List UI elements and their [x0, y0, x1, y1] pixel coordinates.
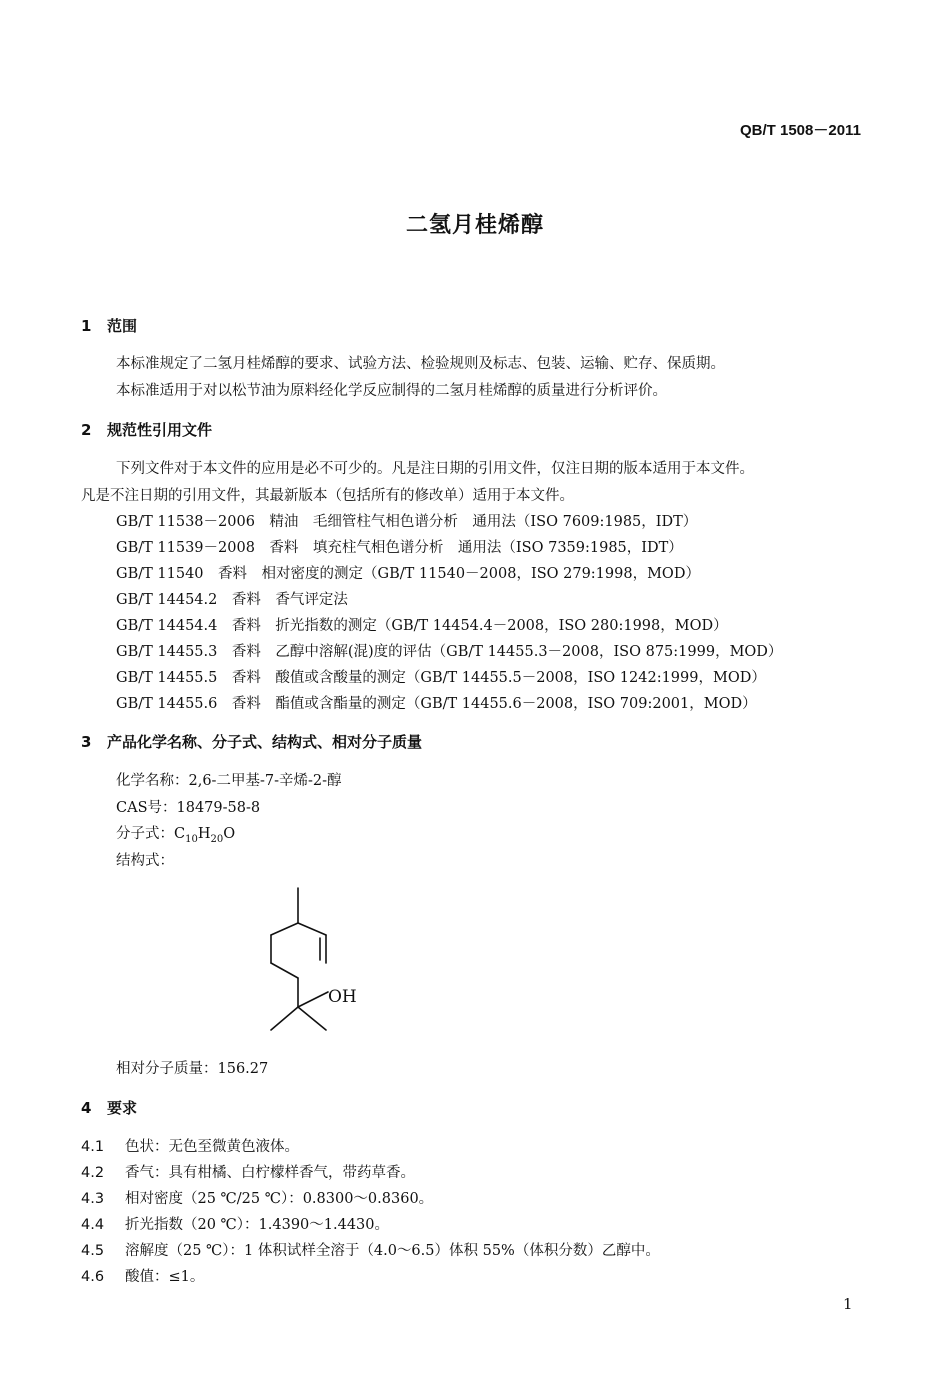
- section-title: 要求: [107, 1099, 138, 1117]
- paragraph: 下列文件对于本文件的应用是必不可少的。凡是注日期的引用文件，仅注日期的版本适用于本文件。: [116, 461, 754, 477]
- requirement-text: 色状：无色至微黄色液体。: [125, 1139, 299, 1155]
- paragraph: 本标准规定了二氢月桂烯醇的要求、试验方法、检验规则及标志、包装、运输、贮存、保质期。: [116, 356, 725, 372]
- section-number: 2: [81, 421, 92, 439]
- bond: [271, 1007, 298, 1030]
- structure-label: 结构式：: [116, 853, 174, 869]
- reference-item: GB/T 14455.3 香料 乙醇中溶解(混)度的评估（GB/T 14455.3－2008，ISO 875:1999，MOD）: [116, 644, 783, 660]
- requirement-number: 4.6: [81, 1269, 105, 1285]
- requirement-number: 4.1: [81, 1139, 105, 1155]
- page-number: 1: [843, 1295, 853, 1313]
- reference-item: GB/T 11538－2006 精油 毛细管柱气相色谱分析 通用法（ISO 7609:1985，IDT）: [116, 514, 698, 530]
- requirement-text: 相对密度（25 ℃/25 ℃）：0.8300～0.8360。: [125, 1191, 434, 1207]
- section-title: 产品化学名称、分子式、结构式、相对分子质量: [107, 733, 423, 751]
- paragraph: 本标准适用于对以松节油为原料经化学反应制得的二氢月桂烯醇的质量进行分析评价。: [116, 383, 667, 399]
- requirement-text: 酸值：≤1。: [125, 1269, 205, 1285]
- section-number: 4: [81, 1099, 92, 1117]
- molecular-formula: [116, 822, 235, 845]
- reference-item: GB/T 14454.4 香料 折光指数的测定（GB/T 14454.4－2008，ISO 280:1998，MOD）: [116, 618, 728, 634]
- cas-number: CAS号：18479-58-8: [116, 800, 261, 816]
- chemical-name: 化学名称：2,6-二甲基-7-辛烯-2-醇: [116, 773, 342, 789]
- requirement-item: [81, 1213, 389, 1234]
- formula-prefix: 分子式：C: [116, 826, 186, 842]
- reference-item: GB/T 14454.2 香料 香气评定法: [116, 592, 348, 608]
- bond: [298, 923, 326, 935]
- paragraph: 凡是不注日期的引用文件，其最新版本（包括所有的修改单）适用于本文件。: [81, 488, 574, 504]
- requirement-number: 4.3: [81, 1191, 105, 1207]
- section-1-heading: [81, 315, 137, 336]
- bond: [271, 963, 298, 978]
- requirement-item: [81, 1239, 660, 1260]
- section-number: 3: [81, 733, 92, 751]
- bond: [298, 1007, 326, 1030]
- requirement-number: 4.4: [81, 1217, 105, 1233]
- reference-item: GB/T 14455.5 香料 酸值或含酸量的测定（GB/T 14455.5－2008，ISO 1242:1999，MOD）: [116, 670, 766, 686]
- document-title: 二氢月桂烯醇: [405, 213, 544, 238]
- requirement-text: 溶解度（25 ℃）：1 体积试样全溶于（4.0～6.5）体积 55%（体积分数）乙醇中。: [125, 1243, 660, 1259]
- formula-subscript: 20: [210, 833, 224, 845]
- requirement-number: 4.2: [81, 1165, 105, 1181]
- requirement-item: [81, 1187, 433, 1208]
- reference-item: GB/T 11540 香料 相对密度的测定（GB/T 11540－2008，ISO 279:1998，MOD）: [116, 566, 700, 582]
- requirement-text: 折光指数（20 ℃）：1.4390～1.4430。: [125, 1217, 390, 1233]
- section-4-heading: [81, 1097, 137, 1118]
- molar-mass: 相对分子质量：156.27: [116, 1061, 269, 1077]
- requirement-item: [81, 1135, 299, 1156]
- formula-subscript: 10: [185, 833, 198, 845]
- requirement-text: 香气：具有柑橘、白柠檬样香气，带药草香。: [125, 1165, 415, 1181]
- requirement-item: [81, 1265, 204, 1286]
- bond: [271, 923, 298, 935]
- structural-formula-diagram: [250, 880, 380, 1045]
- requirement-item: [81, 1161, 415, 1182]
- formula-element: O: [223, 826, 236, 842]
- reference-item: GB/T 14455.6 香料 酯值或含酯量的测定（GB/T 14455.6－2008，ISO 709:2001，MOD）: [116, 696, 757, 712]
- section-title: 规范性引用文件: [107, 421, 213, 439]
- section-number: 1: [81, 317, 92, 335]
- section-title: 范围: [107, 317, 138, 335]
- hydroxyl-label: OH: [328, 987, 357, 1007]
- standard-number: QB/T 1508－2011: [740, 122, 861, 139]
- section-3-heading: [81, 731, 422, 752]
- bond: [298, 992, 328, 1007]
- formula-element: H: [197, 826, 211, 842]
- reference-item: GB/T 11539－2008 香料 填充柱气相色谱分析 通用法（ISO 7359:1985，IDT）: [116, 540, 683, 556]
- requirement-number: 4.5: [81, 1243, 105, 1259]
- section-2-heading: [81, 419, 212, 440]
